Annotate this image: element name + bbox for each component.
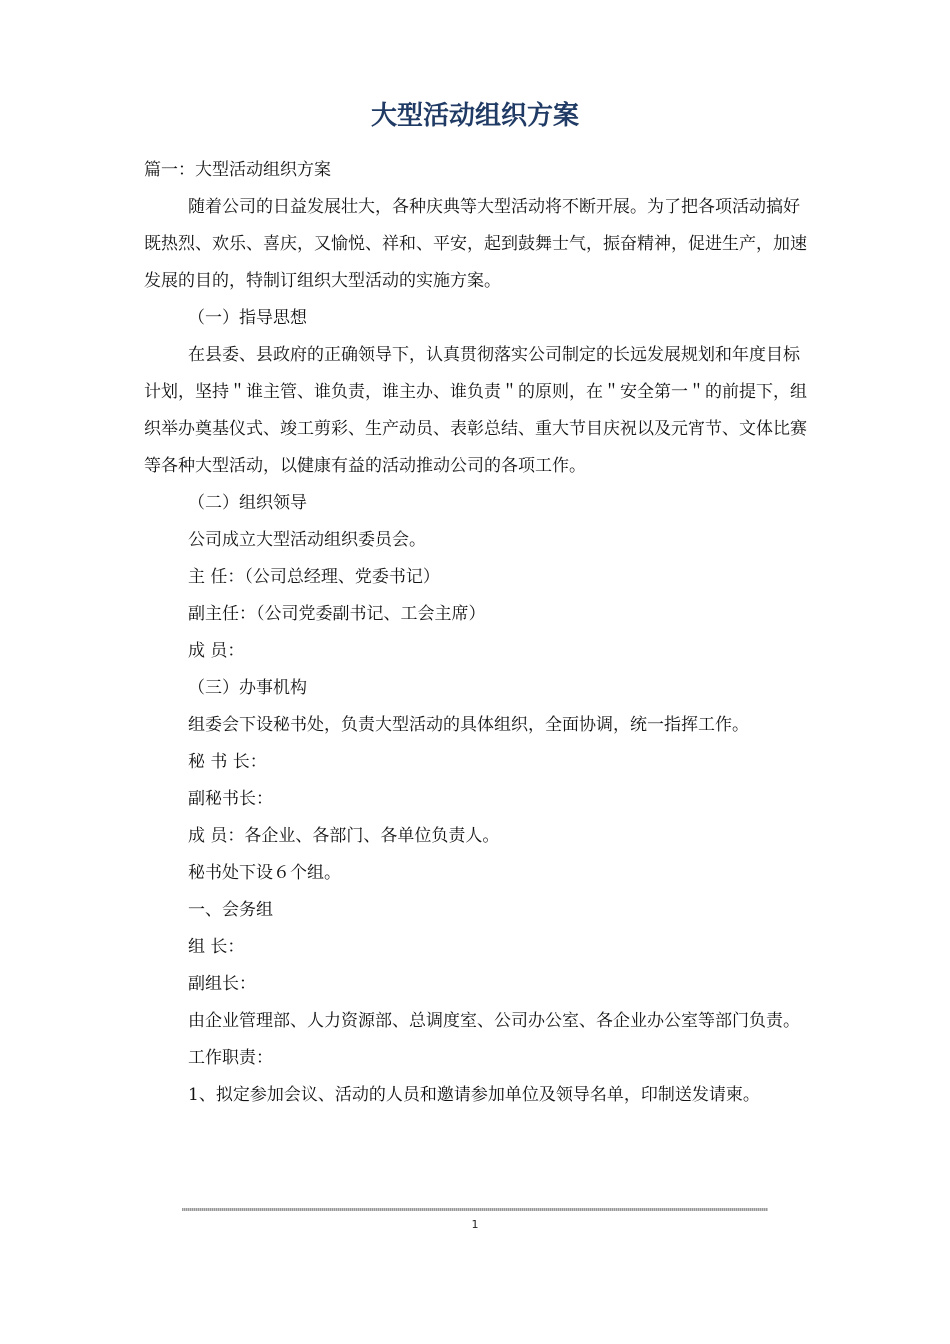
secretariat-paragraph: 组委会下设秘书处，负责大型活动的具体组织，全面协调，统一指挥工作。 <box>188 715 749 735</box>
director-line: 主 任：（公司总经理、党委书记） <box>188 567 440 587</box>
duties-heading: 工作职责： <box>188 1048 273 1068</box>
document-title: 大型活动组织方案 <box>370 101 579 131</box>
intro-paragraph: 随着公司的日益发展壮大，各种庆典等大型活动将不断开展。为了把各项活动搞好既热烈、欢乐、喜庆，又愉悦、祥和、平安，起到鼓舞士气，振奋精神，促进生产，加速发展的目的，特制订组织大型活动的实施方案。 <box>144 197 807 291</box>
groups-paragraph: 秘书处下设６个组。 <box>188 863 341 883</box>
deputy-group-leader-line: 副组长： <box>188 974 256 994</box>
leadership-heading: （二）组织领导 <box>188 493 307 513</box>
office-heading: （三）办事机构 <box>188 678 307 698</box>
guiding-thought-paragraph: 在县委、县政府的正确领导下，认真贯彻落实公司制定的长远发展规划和年度目标计划，坚持＂谁主管、谁负责，谁主办、谁负责＂的原则，在＂安全第一＂的前提下，组织举办奠基仪式、竣工剪彩、生产动员、表彰总结、重大节目庆祝以及元宵节、文体比赛等各种大型活动，以健康有益的活动推动公司的各项工作。 <box>144 345 807 476</box>
duty-item-1: 1、拟定参加会议、活动的人员和邀请参加单位及领导名单，印制送发请柬。 <box>188 1085 760 1105</box>
secretariat-members-line: 成 员：各企业、各部门、各单位负责人。 <box>188 826 500 846</box>
responsibility-departments-paragraph: 由企业管理部、人力资源部、总调度室、公司办公室、各企业办公室等部门负责。 <box>188 1011 800 1031</box>
secretary-general-line: 秘 书 长： <box>188 752 267 772</box>
guiding-thought-heading: （一）指导思想 <box>188 308 307 328</box>
section-heading: 篇一：大型活动组织方案 <box>144 160 331 180</box>
page-number: 1 <box>471 1218 479 1231</box>
group-leader-line: 组 长： <box>188 937 245 957</box>
document-body <box>144 152 816 1114</box>
members-line: 成 员： <box>188 641 245 661</box>
footer-divider <box>182 1208 768 1211</box>
deputy-director-line: 副主任：（公司党委副书记、工会主席） <box>188 604 486 624</box>
committee-paragraph: 公司成立大型活动组织委员会。 <box>188 530 426 550</box>
conference-group-heading: 一、会务组 <box>188 900 273 920</box>
deputy-secretary-general-line: 副秘书长： <box>188 789 273 809</box>
